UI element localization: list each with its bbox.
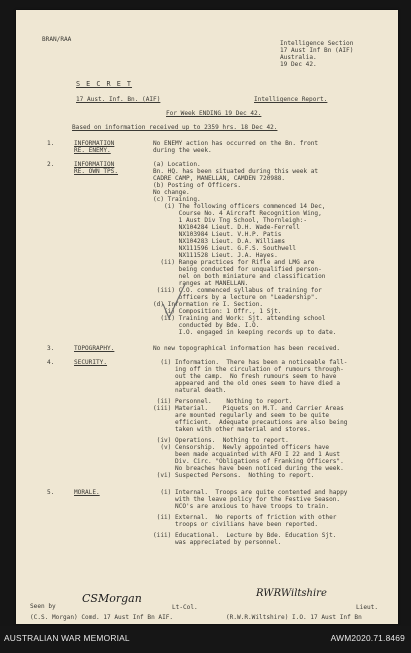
- section-number: 5.: [47, 489, 55, 496]
- section-line: Bn. HQ. has been situated during this week at: [153, 168, 319, 175]
- section-line: taken with other material and stores.: [153, 426, 311, 433]
- section-line: (iii) Material. Piquets on M.T. and Carrier Areas: [153, 405, 344, 412]
- section-line: NX111596 Lieut. G.F.S. Southwell: [153, 245, 297, 252]
- section-line: (i) The following officers commenced 14 Dec,: [153, 203, 326, 210]
- section-line: Course No. 4 Aircraft Recognition Wing,: [153, 210, 322, 217]
- section-line: (a) Location.: [153, 161, 201, 168]
- document-page: [16, 10, 398, 624]
- section-line: NX104283 Lieut. D.A. Williams: [153, 238, 286, 245]
- section-heading: INFORMATION: [74, 161, 115, 168]
- section-line: ing off in the circulation of rumours through-: [153, 366, 344, 373]
- section-line: (vi) Suspected Persons. Nothing to report.: [153, 472, 315, 479]
- seen-by-label: Seen by: [30, 603, 56, 610]
- section-line: (v) Censorship. Newly appointed officers have: [153, 444, 330, 451]
- section-line: being conducted for unqualified person-: [153, 266, 322, 273]
- classification-heading: S E C R E T: [76, 80, 133, 88]
- section-line: with the leave policy for the Festive Season.: [153, 496, 341, 503]
- section-heading: TOPOGRAPHY.: [74, 345, 115, 352]
- io-signature: RWRWiltshire: [256, 588, 327, 599]
- section-line: I.O. engaged in keeping records up to date.: [153, 329, 337, 336]
- address-line: Intelligence Section: [280, 40, 354, 47]
- section-line: (ii) Training and Work: Sjt. attending school: [153, 315, 326, 322]
- section-number: 1.: [47, 140, 55, 147]
- section-heading: MORALE.: [74, 489, 100, 496]
- section-line: (i) Information. There has been a noticeable fall-: [153, 359, 348, 366]
- co-name-line: (C.S. Morgan) Comd. 17 Aust Inf Bn AIF.: [30, 614, 174, 621]
- section-line: (iv) Operations. Nothing to report.: [153, 437, 289, 444]
- pencil-tick-mark: [159, 282, 189, 322]
- section-line: ranges at MANELLAN.: [153, 280, 249, 287]
- archive-footer: [0, 626, 411, 653]
- section-line: officers by a lecture on "Leadership".: [153, 294, 319, 301]
- section-line: was appreciated by personnel.: [153, 539, 282, 546]
- basis-line: Based on information received up to 2359 hrs. 18 Dec 42.: [72, 124, 278, 131]
- unit-heading: 17 Aust. Inf. Bn. (AIF): [76, 96, 161, 103]
- section-line: NX103984 Lieut. V.H.P. Patis: [153, 231, 282, 238]
- file-reference: BRAN/RAA: [42, 36, 72, 43]
- section-line: natural death.: [153, 387, 227, 394]
- section-line: (iii) C.O. commenced syllabus of training for: [153, 287, 322, 294]
- section-line: been made acquainted with AFO I 22 and 1 Aust: [153, 451, 341, 458]
- co-signature: CSMorgan: [82, 592, 142, 605]
- section-line: NX111528 Lieut. J.A. Hayes.: [153, 252, 278, 259]
- section-line: out the camp. No fresh rumours seem to have: [153, 373, 337, 380]
- section-line: (ii) Range practices for Rifle and LMG are: [153, 259, 315, 266]
- section-line: CADRE CAMP, MANELLAN, CAMDEN 720988.: [153, 175, 286, 182]
- section-line: (c) Training.: [153, 196, 201, 203]
- section-heading: SECURITY.: [74, 359, 108, 366]
- section-line: No change.: [153, 189, 190, 196]
- section-heading: RE. OWN TPS.: [74, 168, 119, 175]
- section-heading: INFORMATION: [74, 140, 115, 147]
- section-line: (b) Posting of Officers.: [153, 182, 242, 189]
- accession-number: AWM2020.71.8469: [330, 633, 405, 643]
- io-name-line: (R.W.R.Wiltshire) I.O. 17 Aust Inf Bn: [226, 614, 362, 621]
- institution-name: AUSTRALIAN WAR MEMORIAL: [4, 633, 130, 643]
- section-number: 3.: [47, 345, 55, 352]
- section-line: NX104284 Lieut. D.H. Wade-Ferrell: [153, 224, 300, 231]
- io-rank: Lieut.: [356, 604, 379, 611]
- section-line: (i) Composition: 1 Offr., 1 Sjt.: [153, 308, 282, 315]
- address-line: 19 Dec 42.: [280, 61, 317, 68]
- section-number: 2.: [47, 161, 55, 168]
- section-line: appeared and the old ones seem to have died a: [153, 380, 341, 387]
- section-line: (d) Information re I. Section.: [153, 301, 264, 308]
- section-line: 1 Aust Div Tng School, Thornleigh:-: [153, 217, 308, 224]
- address-line: 17 Aust Inf Bn (AIF): [280, 47, 354, 54]
- section-line: No breaches have been noticed during the week.: [153, 465, 344, 472]
- section-line: (i) Internal. Troops are quite contented and happy: [153, 489, 348, 496]
- section-line: nel on both miniature and classification: [153, 273, 326, 280]
- week-heading: For Week ENDING 19 Dec 42.: [166, 110, 262, 117]
- section-heading: RE. ENEMY.: [74, 147, 111, 154]
- section-line: conducted by Bde. I.O.: [153, 322, 260, 329]
- section-line: are mounted regularly and seem to be quite: [153, 412, 330, 419]
- report-heading: Intelligence Report.: [254, 96, 328, 103]
- address-line: Australia.: [280, 54, 317, 61]
- section-line: (ii) External. No reports of friction with other: [153, 514, 337, 521]
- section-line: No ENEMY action has occurred on the Bn. front: [153, 140, 319, 147]
- section-line: (iii) Educational. Lecture by Bde. Education Sjt.: [153, 532, 337, 539]
- section-line: Div. Circ. "Obligations of Franking Officers".: [153, 458, 344, 465]
- co-rank: Lt-Col.: [172, 604, 198, 611]
- section-line: No new topographical information has been received.: [153, 345, 341, 352]
- section-number: 4.: [47, 359, 55, 366]
- section-line: NCO's are anxious to have troops to train.: [153, 503, 330, 510]
- section-line: efficient. Adequate precautions are also being: [153, 419, 348, 426]
- section-line: troops or civilians have been reported.: [153, 521, 319, 528]
- section-line: during the week.: [153, 147, 212, 154]
- section-line: (ii) Personnel. Nothing to report.: [153, 398, 293, 405]
